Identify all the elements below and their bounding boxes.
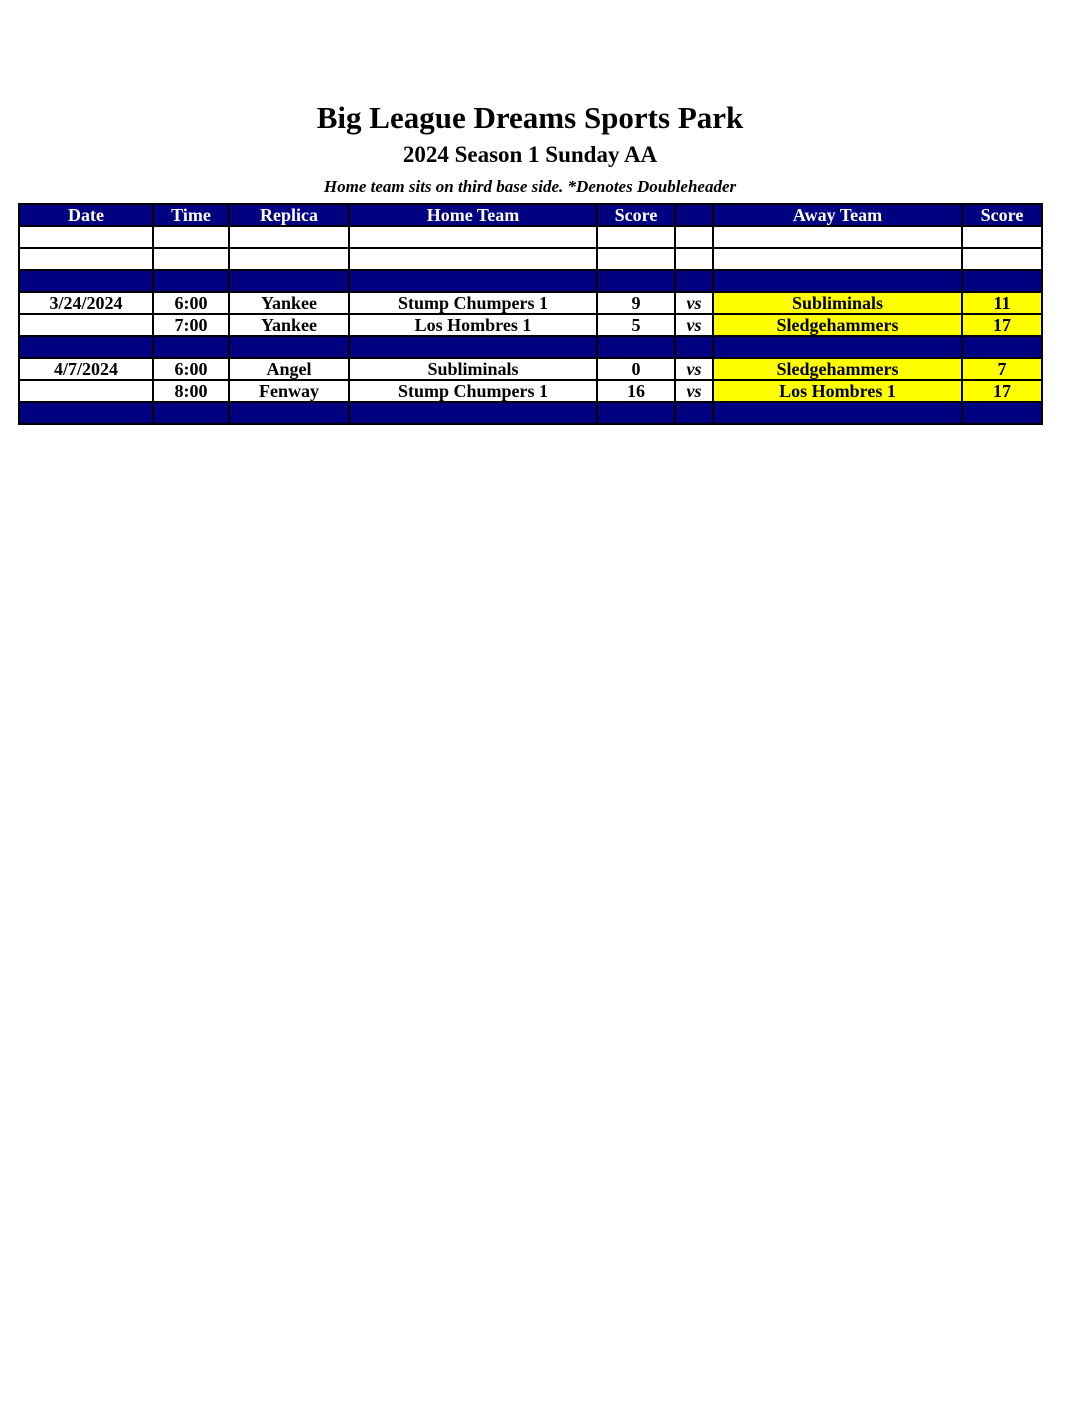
empty-cell bbox=[153, 226, 229, 248]
column-header-time: Time bbox=[153, 204, 229, 226]
empty-cell bbox=[962, 226, 1042, 248]
separator-cell bbox=[349, 402, 597, 424]
separator-cell bbox=[153, 336, 229, 358]
empty-cell bbox=[153, 248, 229, 270]
separator-cell bbox=[229, 402, 349, 424]
separator-cell bbox=[962, 402, 1042, 424]
separator-row bbox=[19, 402, 1042, 424]
separator-cell bbox=[675, 270, 713, 292]
empty-cell bbox=[713, 248, 962, 270]
empty-cell bbox=[597, 226, 675, 248]
away-score: 17 bbox=[962, 314, 1042, 336]
column-header-home-team: Home Team bbox=[349, 204, 597, 226]
home-score: 9 bbox=[597, 292, 675, 314]
game-time: 6:00 bbox=[153, 358, 229, 380]
empty-cell bbox=[19, 248, 153, 270]
home-score: 0 bbox=[597, 358, 675, 380]
away-team: Subliminals bbox=[713, 292, 962, 314]
separator-cell bbox=[962, 336, 1042, 358]
separator-cell bbox=[713, 270, 962, 292]
away-team: Sledgehammers bbox=[713, 314, 962, 336]
home-team: Stump Chumpers 1 bbox=[349, 292, 597, 314]
season-subtitle: 2024 Season 1 Sunday AA bbox=[402, 142, 658, 167]
separator-cell bbox=[349, 270, 597, 292]
away-team: Sledgehammers bbox=[713, 358, 962, 380]
empty-cell bbox=[349, 248, 597, 270]
vs-label: vs bbox=[675, 380, 713, 402]
separator-cell bbox=[153, 270, 229, 292]
empty-cell bbox=[962, 248, 1042, 270]
game-replica: Angel bbox=[229, 358, 349, 380]
empty-cell bbox=[597, 248, 675, 270]
separator-cell bbox=[597, 270, 675, 292]
empty-cell bbox=[713, 226, 962, 248]
empty-cell bbox=[19, 226, 153, 248]
separator-cell bbox=[349, 336, 597, 358]
game-time: 8:00 bbox=[153, 380, 229, 402]
game-replica: Fenway bbox=[229, 380, 349, 402]
separator-row bbox=[19, 270, 1042, 292]
away-score: 11 bbox=[962, 292, 1042, 314]
column-header-away-score: Score bbox=[962, 204, 1042, 226]
separator-cell bbox=[597, 336, 675, 358]
separator-cell bbox=[675, 402, 713, 424]
home-team: Subliminals bbox=[349, 358, 597, 380]
empty-cell bbox=[675, 248, 713, 270]
separator-cell bbox=[675, 336, 713, 358]
vs-label: vs bbox=[675, 358, 713, 380]
game-time: 6:00 bbox=[153, 292, 229, 314]
away-team: Los Hombres 1 bbox=[713, 380, 962, 402]
separator-cell bbox=[19, 402, 153, 424]
separator-cell bbox=[713, 336, 962, 358]
game-date bbox=[19, 314, 153, 336]
empty-cell bbox=[349, 226, 597, 248]
separator-cell bbox=[597, 402, 675, 424]
empty-cell bbox=[229, 248, 349, 270]
away-score: 7 bbox=[962, 358, 1042, 380]
column-header-home-score: Score bbox=[597, 204, 675, 226]
separator-cell bbox=[713, 402, 962, 424]
separator-cell bbox=[229, 336, 349, 358]
game-replica: Yankee bbox=[229, 292, 349, 314]
home-team: Stump Chumpers 1 bbox=[349, 380, 597, 402]
game-row bbox=[19, 358, 1042, 380]
separator-cell bbox=[19, 270, 153, 292]
home-score: 5 bbox=[597, 314, 675, 336]
game-row bbox=[19, 380, 1042, 402]
separator-cell bbox=[229, 270, 349, 292]
vs-label: vs bbox=[675, 292, 713, 314]
game-row bbox=[19, 292, 1042, 314]
column-header-away-team: Away Team bbox=[713, 204, 962, 226]
header-row bbox=[19, 204, 1042, 226]
separator-cell bbox=[962, 270, 1042, 292]
empty-row bbox=[19, 226, 1042, 248]
away-score: 17 bbox=[962, 380, 1042, 402]
game-time: 7:00 bbox=[153, 314, 229, 336]
empty-cell bbox=[229, 226, 349, 248]
game-date bbox=[19, 380, 153, 402]
column-header-replica: Replica bbox=[229, 204, 349, 226]
separator-cell bbox=[19, 336, 153, 358]
game-date: 3/24/2024 bbox=[19, 292, 153, 314]
game-date: 4/7/2024 bbox=[19, 358, 153, 380]
home-score: 16 bbox=[597, 380, 675, 402]
empty-cell bbox=[675, 226, 713, 248]
column-header-date: Date bbox=[19, 204, 153, 226]
separator-cell bbox=[153, 402, 229, 424]
column-header-vs bbox=[675, 204, 713, 226]
game-row bbox=[19, 314, 1042, 336]
separator-row bbox=[19, 336, 1042, 358]
vs-label: vs bbox=[675, 314, 713, 336]
schedule-note: Home team sits on third base side. *Denotes Doubleheader bbox=[323, 177, 737, 196]
home-team: Los Hombres 1 bbox=[349, 314, 597, 336]
empty-row bbox=[19, 248, 1042, 270]
game-replica: Yankee bbox=[229, 314, 349, 336]
page-title: Big League Dreams Sports Park bbox=[316, 100, 744, 135]
schedule-table bbox=[18, 203, 1043, 425]
